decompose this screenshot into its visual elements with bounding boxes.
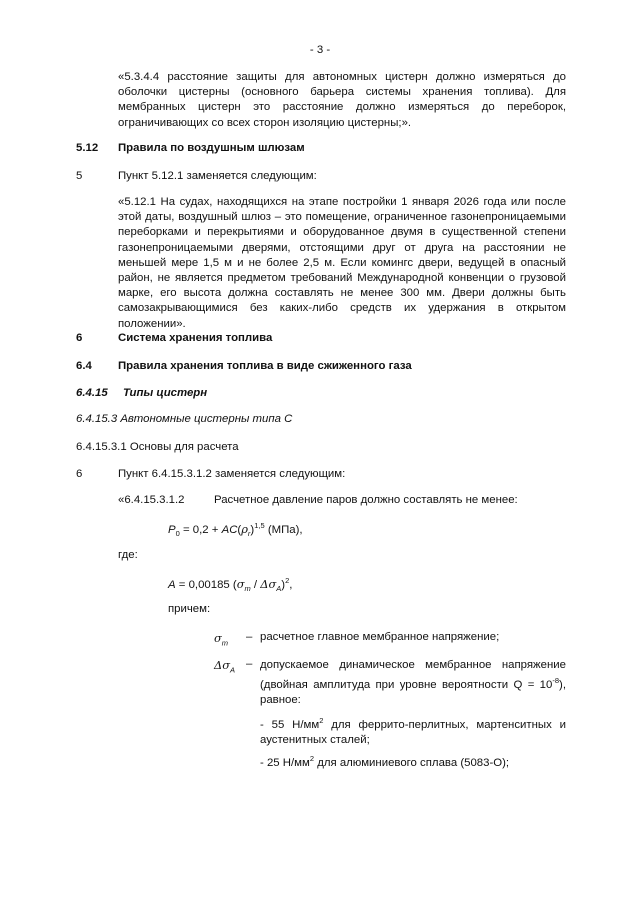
formula-design-pressure: $P_0 = 0,2 + AC(\rho_r)^{1,5}$ (МПа), (168, 521, 303, 539)
definition-delta-sigma-text: допускаемое динамическое мембранное напряжение (двойная амплитуда при уровне вероятности $Q = 10^{-8}$), равное: (260, 659, 566, 707)
section-6-number: 6 (76, 332, 83, 344)
definition-delta-sigma-dash: – (246, 658, 253, 670)
formula-a-coefficient: A = 0,00185 $(\sigma_m / \Delta\sigma_A)^2$, (168, 576, 293, 594)
clause-number: «6.4.15.3.1.2 (118, 494, 185, 506)
paragraph-5-3-4-4: «5.3.4.4 расстояние защиты для автономных цистерн должно измеряться до оболочки цистерны (основного барьера системы хранения топлива). Для мембранных цистерн это расстояние должно измеряться до переборок, ограничивающих со всех сторон изоляцию цистерны;». (118, 71, 566, 129)
definition-delta-sigma-symbol: $\Delta\sigma_A$ (214, 658, 236, 675)
whereby-label: причем: (168, 603, 211, 615)
section-6-4-15-number: 6.4.15 (76, 387, 108, 399)
definition-sigma-m-symbol: $\sigma_m$ (214, 631, 229, 648)
section-6-4-title: Правила хранения топлива в виде сжиженного газа (118, 360, 412, 372)
section-5-12-title: Правила по воздушным шлюзам (118, 142, 305, 154)
item-6-number: 6 (76, 468, 83, 480)
section-6-4-15-3: 6.4.15.3 Автономные цистерны типа С (76, 413, 293, 425)
where-label: где: (118, 549, 138, 561)
section-6-title: Система хранения топлива (118, 332, 273, 344)
definition-sigma-m-text: расчетное главное мембранное напряжение; (260, 631, 500, 643)
page-number: - 3 - (309, 44, 331, 56)
section-5-12-number: 5.12 (76, 142, 99, 154)
item-5-text: Пункт 5.12.1 заменяется следующим: (118, 170, 317, 182)
section-6-4-15-3-1: 6.4.15.3.1 Основы для расчета (76, 441, 239, 453)
section-6-4-15-title: Типы цистерн (123, 387, 208, 399)
item-5-number: 5 (76, 170, 83, 182)
item-6-text: Пункт 6.4.15.3.1.2 заменяется следующим: (118, 468, 346, 480)
bullet-aluminium: - 25 $Н/мм^2$ для алюминиевого сплава (5083-О); (260, 754, 510, 769)
paragraph-5-12-1: «5.12.1 На судах, находящихся на этапе постройки 1 января 2026 года или после этой даты, воздушный шлюз – это помещение, ограниченное газонепроницаемыми переборками и перекрытиями и оборудованное двумя в существенной степени газонепроницаемыми дверями, отстоящими друг от друга на расстоянии не меньшей мере 1,5 м и не более 2,5 м. Если комингс двери, ведущей в опасный район, не является предметом требований Международной конвенции о грузовой марке, его высота должна составлять не менее 300 мм. Двери должны быть самозакрывающимися без каких-либо средств их удержания в открытом положении». (118, 196, 566, 330)
bullet-steels: - 55 $Н/мм^2$ для феррито-перлитных, мартенситных и аустенитных сталей; (260, 716, 566, 746)
definition-sigma-m-dash: – (246, 631, 253, 643)
clause-text: Расчетное давление паров должно составлять не менее: (214, 494, 518, 506)
section-6-4-number: 6.4 (76, 360, 92, 372)
